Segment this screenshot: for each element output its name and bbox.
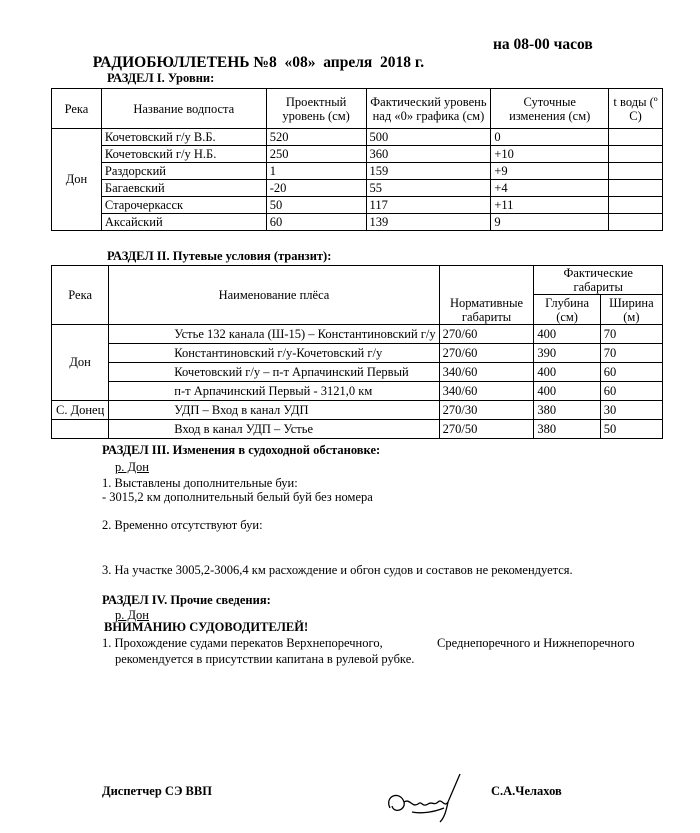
depth-cell: 380: [534, 420, 600, 439]
actual-level-cell: 117: [366, 197, 491, 214]
water-temp-cell: [609, 146, 663, 163]
water-temp-cell: [609, 180, 663, 197]
design-level-cell: 50: [266, 197, 366, 214]
width-cell: 70: [600, 344, 662, 363]
river-cell: С. Донец: [52, 401, 109, 420]
norm-cell: 340/60: [439, 363, 534, 382]
design-level-cell: 250: [266, 146, 366, 163]
table-row: [52, 214, 663, 231]
signer-position: Диспетчер СЭ ВВП: [102, 784, 212, 798]
daily-change-cell: 0: [491, 129, 609, 146]
river-cell-empty: [52, 420, 109, 439]
title-time: на 08-00 часов: [493, 36, 593, 53]
section4-warning: ВНИМАНИЮ СУДОВОДИТЕЛЕЙ!: [104, 620, 309, 634]
section3-item3: 3. На участке 3005,2-3006,4 км расхождение и обгон судов и составов не рекомендуется.: [102, 563, 573, 577]
col-header-station: Название водпоста: [101, 89, 266, 129]
section3-heading: РАЗДЕЛ III. Изменения в судоходной обстановке:: [102, 443, 381, 457]
station-cell: Старочеркасск: [101, 197, 266, 214]
transit-table: [51, 265, 663, 439]
width-cell: 50: [600, 420, 662, 439]
actual-level-cell: 500: [366, 129, 491, 146]
levels-table: [51, 88, 663, 231]
signature-image: [382, 768, 472, 833]
stretch-cell: УДП – Вход в канал УДП: [109, 401, 439, 420]
stretch-cell: Константиновский г/у-Кочетовский г/у: [109, 344, 439, 363]
table-row: [52, 180, 663, 197]
water-temp-cell: [609, 163, 663, 180]
depth-cell: 380: [534, 401, 600, 420]
col-header-river: Река: [52, 266, 109, 325]
stretch-cell: Кочетовский г/у – п-т Арпачинский Первый: [109, 363, 439, 382]
table-row: [52, 197, 663, 214]
table-row: [52, 129, 663, 146]
col-header-norm: Нормативные габариты: [439, 266, 534, 325]
section3-item2: 2. Временно отсутствуют буи:: [102, 518, 263, 532]
width-cell: 60: [600, 363, 662, 382]
section4-item1-part3: рекомендуется в присутствии капитана в рулевой рубке.: [115, 652, 415, 666]
col-header-depth: Глубина (см): [534, 295, 600, 325]
water-temp-cell: [609, 129, 663, 146]
design-level-cell: 60: [266, 214, 366, 231]
section4-item1-part2: Среднепоречного и Нижнепоречного: [437, 636, 635, 650]
section4-river: р. Дон: [115, 608, 149, 622]
col-header-daily-change: Суточные изменения (см): [491, 89, 609, 129]
stretch-cell: Вход в канал УДП – Устье: [109, 420, 439, 439]
daily-change-cell: +9: [491, 163, 609, 180]
norm-cell: 270/30: [439, 401, 534, 420]
table-row: [52, 420, 663, 439]
table-row: [52, 163, 663, 180]
water-temp-cell: [609, 197, 663, 214]
col-header-actual: Фактические габариты: [534, 266, 663, 295]
width-cell: 70: [600, 325, 662, 344]
table-row: [52, 363, 663, 382]
col-header-stretch: Наименование плёса: [109, 266, 439, 325]
actual-level-cell: 360: [366, 146, 491, 163]
table-row: [52, 325, 663, 344]
col-header-design-level: Проектный уровень (см): [266, 89, 366, 129]
width-cell: 30: [600, 401, 662, 420]
station-cell: Багаевский: [101, 180, 266, 197]
design-level-cell: 520: [266, 129, 366, 146]
station-cell: Аксайский: [101, 214, 266, 231]
river-cell: Дон: [52, 325, 109, 401]
section2-heading: РАЗДЕЛ II. Путевые условия (транзит):: [107, 249, 332, 263]
col-header-water-temp: t воды (º С): [609, 89, 663, 129]
col-header-river: Река: [52, 89, 102, 129]
table-row: [52, 401, 663, 420]
daily-change-cell: +4: [491, 180, 609, 197]
section4-heading: РАЗДЕЛ IV. Прочие сведения:: [102, 593, 271, 607]
transit-header-row: [52, 266, 663, 295]
actual-level-cell: 159: [366, 163, 491, 180]
daily-change-cell: +10: [491, 146, 609, 163]
daily-change-cell: +11: [491, 197, 609, 214]
levels-header-row: [52, 89, 663, 129]
signer-name: С.А.Челахов: [491, 784, 562, 798]
depth-cell: 400: [534, 325, 600, 344]
depth-cell: 400: [534, 382, 600, 401]
section1-heading: РАЗДЕЛ I. Уровни:: [107, 71, 215, 85]
section3-item1: 1. Выставлены дополнительные буи:: [102, 476, 298, 490]
table-row: [52, 344, 663, 363]
section3-river: р. Дон: [115, 460, 149, 474]
table-row: [52, 382, 663, 401]
station-cell: Раздорский: [101, 163, 266, 180]
table-row: [52, 146, 663, 163]
actual-level-cell: 139: [366, 214, 491, 231]
river-cell: Дон: [52, 129, 102, 231]
depth-cell: 390: [534, 344, 600, 363]
col-header-actual-level: Фактический уровень над «0» графика (см): [366, 89, 491, 129]
stretch-cell: п-т Арпачинский Первый - 3121,0 км: [109, 382, 439, 401]
design-level-cell: -20: [266, 180, 366, 197]
width-cell: 60: [600, 382, 662, 401]
section3-item1-detail: - 3015,2 км дополнительный белый буй без номера: [102, 490, 373, 504]
station-cell: Кочетовский г/у Н.Б.: [101, 146, 266, 163]
depth-cell: 400: [534, 363, 600, 382]
norm-cell: 340/60: [439, 382, 534, 401]
section4-item1-part1: 1. Прохождение судами перекатов Верхнепоречного,: [102, 636, 383, 650]
daily-change-cell: 9: [491, 214, 609, 231]
norm-cell: 270/50: [439, 420, 534, 439]
design-level-cell: 1: [266, 163, 366, 180]
stretch-cell: Устье 132 канала (Ш-15) – Константиновский г/у: [109, 325, 439, 344]
norm-cell: 270/60: [439, 325, 534, 344]
water-temp-cell: [609, 214, 663, 231]
station-cell: Кочетовский г/у В.Б.: [101, 129, 266, 146]
title-main: РАДИОБЮЛЛЕТЕНЬ №8 «08» апреля 2018 г.: [92, 54, 425, 71]
col-header-width: Ширина (м): [600, 295, 662, 325]
norm-cell: 270/60: [439, 344, 534, 363]
actual-level-cell: 55: [366, 180, 491, 197]
